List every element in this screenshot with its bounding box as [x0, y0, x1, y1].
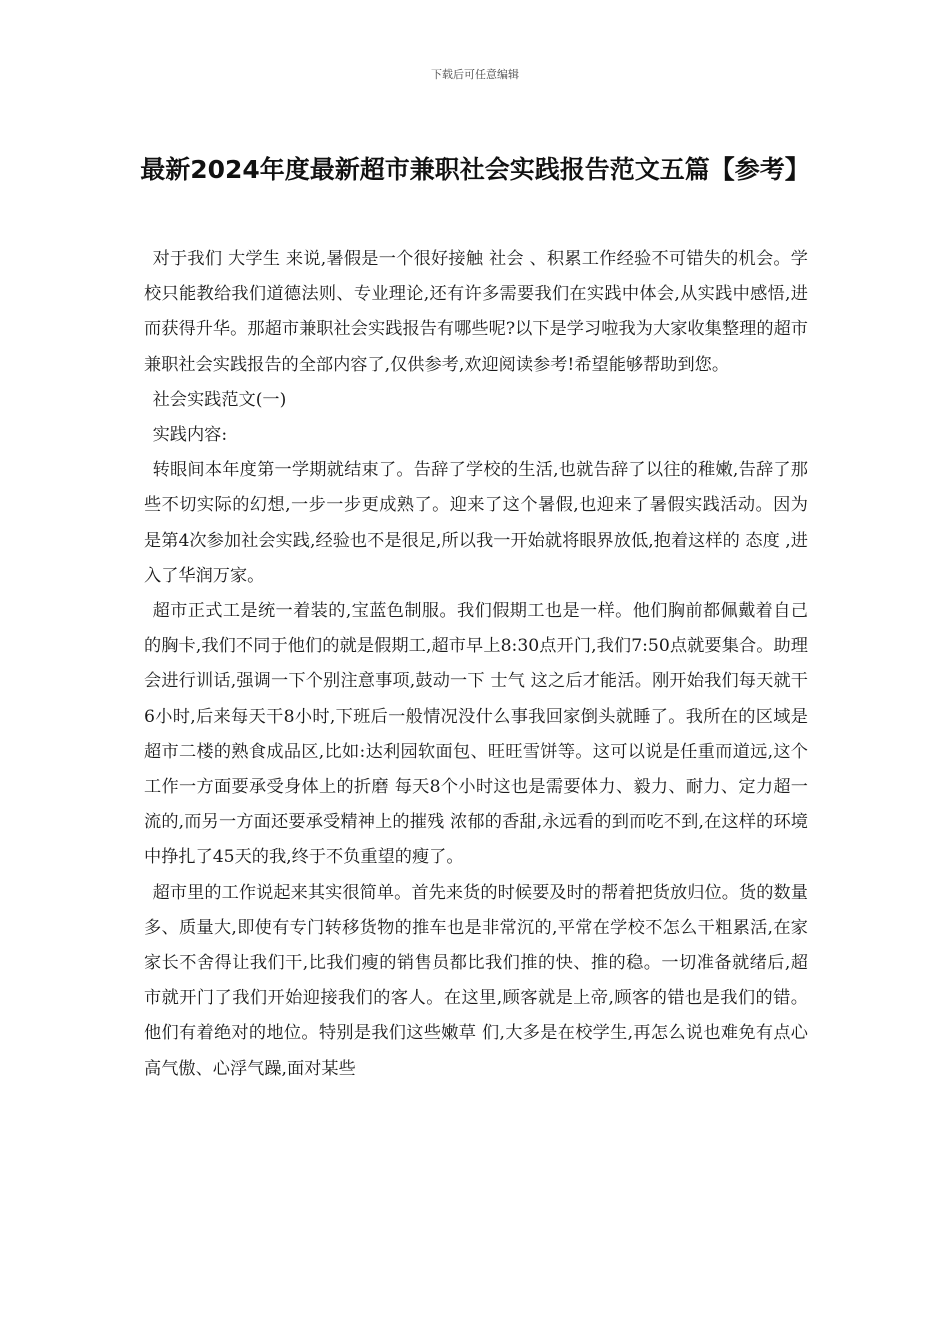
intro-paragraph: 对于我们 大学生 来说,暑假是一个很好接触 社会 、积累工作经验不可错失的机会。学校只能教给我们道德法则、专业理论,还有许多需要我们在实践中体会,从实践中感悟,进而获得升华。那超市兼职社会实践报告有哪些呢?以下是学习啦我为大家收集整理的超市兼职社会实践报告的全部内容了,仅供参考,欢迎阅读参考!希望能够帮助到您。 — [144, 249, 808, 375]
body-paragraph: 超市里的工作说起来其实很简单。首先来货的时候要及时的帮着把货放归位。货的数量多、质量大,即使有专门转移货物的推车也是非常沉的,平常在学校不怎么干粗累活,在家家长不舍得让我们干,比我们瘦的销售员都比我们推的快、推的稳。一切准备就绪后,超市就开门了我们开始迎接我们的客人。在这里,顾客就是上帝,顾客的错也是我们的错。他们有着绝对的地位。特别是我们这些嫩草 们,大多是在校学生,再怎么说也难免有点心高气傲、心浮气躁,面对某些 — [144, 882, 808, 1079]
section-heading: 社会实践范文(一) — [152, 389, 287, 410]
body-paragraph: 转眼间本年度第一学期就结束了。告辞了学校的生活,也就告辞了以往的稚嫩,告辞了那些不切实际的幻想,一步一步更成熟了。迎来了这个暑假,也迎来了暑假实践活动。因为是第4次参加社会实践,经验也不是很足,所以我一开始就将眼界放低,抱着这样的 态度 ,进入了华润万家。 — [144, 460, 808, 586]
body-paragraph: 超市正式工是统一着装的,宝蓝色制服。我们假期工也是一样。他们胸前都佩戴着自己的胸卡,我们不同于他们的就是假期工,超市早上8:30点开门,我们7:50点就要集合。助理会进行训话,强调一下个别注意事项,鼓动一下 士气 这之后才能活。刚开始我们每天就干6小时,后来每天干8小时,下班后一般情况没什么事我回家倒头就睡了。我所在的区域是超市二楼的熟食成品区,比如:达利园软面包、旺旺雪饼等。这可以说是任重而道远,这个工作一方面要承受身体上的折磨 每天8个小时这也是需要体力、毅力、耐力、定力超一流的,而另一方面还要承受精神上的摧残 浓郁的香甜,永远看的到而吃不到,在这样的环境中挣扎了45天的我,终于不负重望的瘦了。 — [144, 601, 808, 868]
page-header: 下载后可任意编辑 — [431, 68, 519, 81]
subsection-label: 实践内容: — [152, 425, 228, 446]
document-body — [144, 242, 808, 1087]
document-title: 最新2024年度最新超市兼职社会实践报告范文五篇【参考】 — [140, 155, 810, 184]
